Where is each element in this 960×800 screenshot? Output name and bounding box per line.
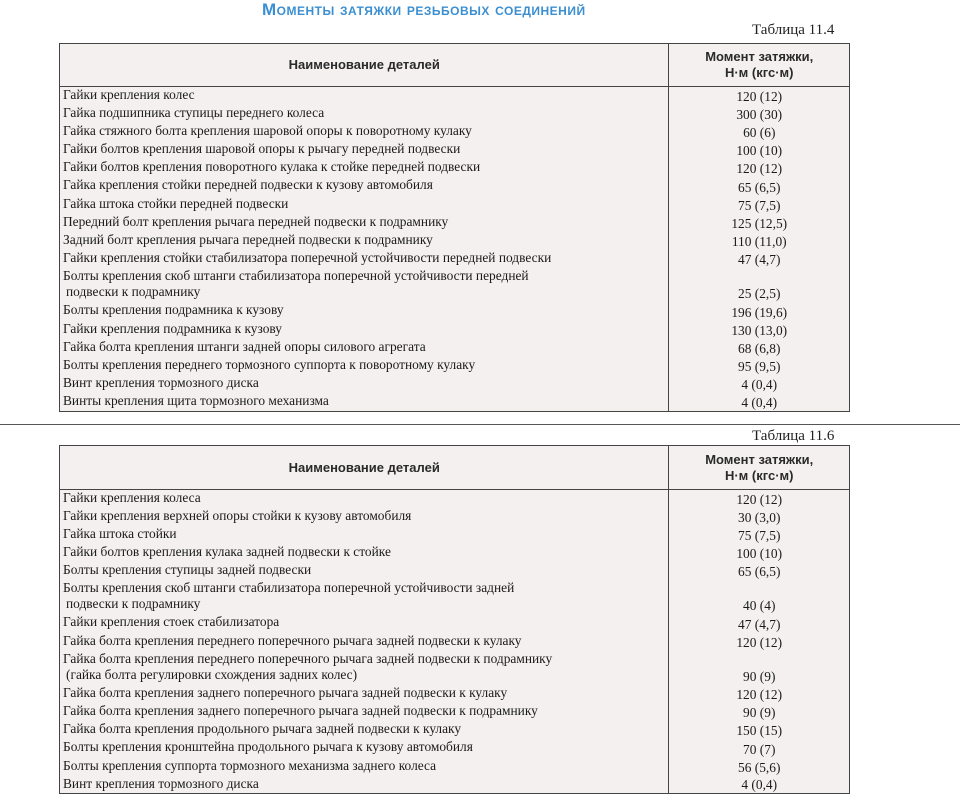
part-name-cell: [60, 141, 669, 159]
part-name: Гайка крепления стойки передней подвески к кузову автомобиля: [63, 177, 433, 193]
table-row: [60, 196, 850, 214]
torque-value: 95 (9,5): [669, 357, 850, 375]
torque-value: 75 (7,5): [669, 526, 850, 544]
part-name-cell: [60, 703, 669, 721]
torque-value: 40 (4): [669, 580, 850, 614]
part-name: Задний болт крепления рычага передней подвески к подрамнику: [63, 232, 433, 247]
table-row: [60, 721, 850, 739]
part-name: Болты крепления переднего тормозного суппорта к поворотному кулаку: [63, 356, 476, 372]
torque-value: 56 (5,6): [669, 758, 850, 776]
torque-value: 4 (0,4): [669, 393, 850, 411]
table-row: [60, 526, 850, 544]
torque-value: 120 (12): [669, 490, 850, 508]
torque-value: 47 (4,7): [669, 614, 850, 632]
page-title: Моменты затяжки резьбовых соединений: [262, 0, 586, 19]
torque-value: 100 (10): [669, 544, 850, 562]
part-name-cell: [60, 105, 669, 123]
table-row: [60, 508, 850, 526]
part-name: Гайки крепления подрамника к кузову: [63, 320, 282, 336]
part-name-cell: [60, 268, 669, 302]
part-name-cell: [60, 159, 669, 177]
part-name-cell: [60, 508, 669, 526]
part-name: Гайка штока стойки передней подвески: [63, 195, 289, 211]
table-row: [60, 776, 850, 794]
part-name-cell: [60, 302, 669, 320]
table-row: [60, 123, 850, 141]
part-name: Гайка болта крепления продольного рычага задней подвески к кулаку: [63, 721, 462, 737]
torque-value: 130 (13,0): [669, 321, 850, 339]
torque-value: 90 (9): [669, 703, 850, 721]
table-row: [60, 232, 850, 250]
column-header-torque-line1: Момент затяжки,: [705, 49, 814, 64]
table-row: [60, 685, 850, 703]
part-name-cell: [60, 357, 669, 375]
part-name-cell: [60, 177, 669, 195]
torque-value: 125 (12,5): [669, 214, 850, 232]
torque-value: 75 (7,5): [669, 196, 850, 214]
part-name: Гайка подшипника ступицы переднего колеса: [63, 104, 325, 120]
part-name: Передний болт крепления рычага передней подвески к подрамнику: [63, 213, 449, 229]
part-name-cell: [60, 393, 669, 411]
torque-value: 120 (12): [669, 685, 850, 703]
part-name: Болты крепления ступицы задней подвески: [63, 562, 312, 578]
column-header-name: Наименование деталей: [60, 44, 669, 87]
part-name: Винт крепления тормозного диска: [63, 775, 259, 791]
part-name: Гайки болтов крепления кулака задней подвески к стойке: [63, 544, 391, 560]
table-row: [60, 177, 850, 195]
part-name-cell: [60, 614, 669, 632]
table-row: [60, 393, 850, 411]
part-name: Гайка штока стойки: [63, 525, 177, 541]
part-name-cell: [60, 490, 669, 508]
part-name-cell: [60, 739, 669, 757]
part-name-cell: [60, 250, 669, 268]
table-row: [60, 375, 850, 393]
table-row: [60, 580, 850, 614]
part-name: Болты крепления суппорта тормозного механизма заднего колеса: [63, 757, 437, 773]
table-row: [60, 339, 850, 357]
part-name: Гайки болтов крепления шаровой опоры к рычагу передней подвески: [63, 141, 461, 157]
part-name: Гайки крепления стоек стабилизатора: [63, 614, 280, 630]
part-name: Гайка болта крепления переднего поперечного рычага задней подвески к подрамнику: [63, 650, 553, 666]
torque-value: 65 (6,5): [669, 562, 850, 580]
part-name: Болты крепления скоб штанги стабилизатора поперечной устойчивости задней: [63, 580, 515, 596]
column-header-torque: [669, 44, 850, 87]
table-row: [60, 302, 850, 320]
column-header-torque-line2: Н·м (кгс·м): [724, 467, 794, 483]
part-name: Винты крепления щита тормозного механизма: [63, 393, 329, 409]
part-name-cell: [60, 87, 669, 105]
part-name: Болты крепления скоб штанги стабилизатора поперечной устойчивости передней: [63, 268, 529, 284]
part-name-cell: [60, 321, 669, 339]
part-name-cell: [60, 232, 669, 250]
part-name: Гайки крепления колес: [63, 87, 195, 102]
torque-value: 4 (0,4): [669, 776, 850, 794]
table-row: [60, 562, 850, 580]
torque-value: 4 (0,4): [669, 375, 850, 393]
table-row: [60, 268, 850, 302]
part-name: Гайка болта крепления заднего поперечного рычага задней подвески к подрамнику: [63, 703, 538, 718]
part-name-cell: [60, 562, 669, 580]
torque-value: 196 (19,6): [669, 302, 850, 320]
column-header-torque-line1: Момент затяжки,: [705, 451, 814, 467]
torque-value: 120 (12): [669, 159, 850, 177]
torque-value: 68 (6,8): [669, 339, 850, 357]
column-header-torque-line2: Н·м (кгс·м): [724, 65, 794, 80]
part-name-cell: [60, 544, 669, 562]
part-name-continued: подвески к подрамнику: [66, 284, 201, 300]
part-name-cell: [60, 526, 669, 544]
torque-value: 150 (15): [669, 721, 850, 739]
part-name: Гайки крепления верхней опоры стойки к кузову автомобиля: [63, 507, 412, 523]
table-row: [60, 214, 850, 232]
part-name-cell: [60, 196, 669, 214]
torque-value: 60 (6): [669, 123, 850, 141]
table-row: [60, 758, 850, 776]
part-name: Болты крепления кронштейна продольного рычага к кузову автомобиля: [63, 739, 473, 755]
torque-value: 47 (4,7): [669, 250, 850, 268]
part-name: Винт крепления тормозного диска: [63, 375, 259, 391]
part-name-cell: [60, 123, 669, 141]
section-divider: [0, 424, 960, 425]
part-name-cell: [60, 776, 669, 794]
table-row: [60, 159, 850, 177]
part-name-cell: [60, 758, 669, 776]
part-name-cell: [60, 651, 669, 685]
column-header-torque: [669, 446, 850, 490]
table-row: [60, 633, 850, 651]
table-row: [60, 105, 850, 123]
part-name: Гайка стяжного болта крепления шаровой опоры к поворотному кулаку: [63, 122, 472, 138]
column-header-name: Наименование деталей: [60, 446, 669, 490]
torque-table-11-6: [59, 445, 850, 794]
part-name-cell: [60, 685, 669, 703]
part-name-cell: [60, 721, 669, 739]
table-row: [60, 141, 850, 159]
part-name-cell: [60, 339, 669, 357]
table-row: [60, 544, 850, 562]
torque-value: 120 (12): [669, 633, 850, 651]
torque-table-11-4: [59, 43, 850, 412]
torque-value: 90 (9): [669, 651, 850, 685]
part-name-cell: [60, 375, 669, 393]
torque-value: 110 (11,0): [669, 232, 850, 250]
part-name: Гайки крепления колеса: [63, 490, 201, 505]
part-name: Гайки крепления стойки стабилизатора поперечной устойчивости передней подвески: [63, 250, 552, 266]
part-name: Гайка болта крепления переднего поперечного рычага задней подвески к кулаку: [63, 632, 522, 648]
part-name: Гайки болтов крепления поворотного кулака к стойке передней подвески: [63, 159, 481, 175]
part-name-cell: [60, 580, 669, 614]
torque-value: 120 (12): [669, 87, 850, 105]
part-name: Гайка болта крепления штанги задней опоры силового агрегата: [63, 338, 426, 354]
table-number-11-6: Таблица 11.6: [752, 428, 835, 444]
table-row: [60, 703, 850, 721]
torque-value: 65 (6,5): [669, 177, 850, 195]
table-row: [60, 87, 850, 105]
torque-value: 30 (3,0): [669, 508, 850, 526]
torque-value: 300 (30): [669, 105, 850, 123]
table-row: [60, 357, 850, 375]
part-name: Гайка болта крепления заднего поперечного рычага задней подвески к кулаку: [63, 684, 508, 700]
table-row: [60, 490, 850, 508]
table-row: [60, 321, 850, 339]
part-name-cell: [60, 214, 669, 232]
part-name-continued: (гайка болта регулировки схождения задних колес): [66, 666, 358, 682]
torque-value: 25 (2,5): [669, 268, 850, 302]
table-row: [60, 739, 850, 757]
part-name-continued: подвески к подрамнику: [66, 596, 201, 612]
table-row: [60, 614, 850, 632]
torque-value: 100 (10): [669, 141, 850, 159]
part-name-cell: [60, 633, 669, 651]
table-row: [60, 250, 850, 268]
table-number-11-4: Таблица 11.4: [752, 22, 835, 38]
part-name: Болты крепления подрамника к кузову: [63, 302, 284, 318]
table-row: [60, 651, 850, 685]
torque-value: 70 (7): [669, 739, 850, 757]
